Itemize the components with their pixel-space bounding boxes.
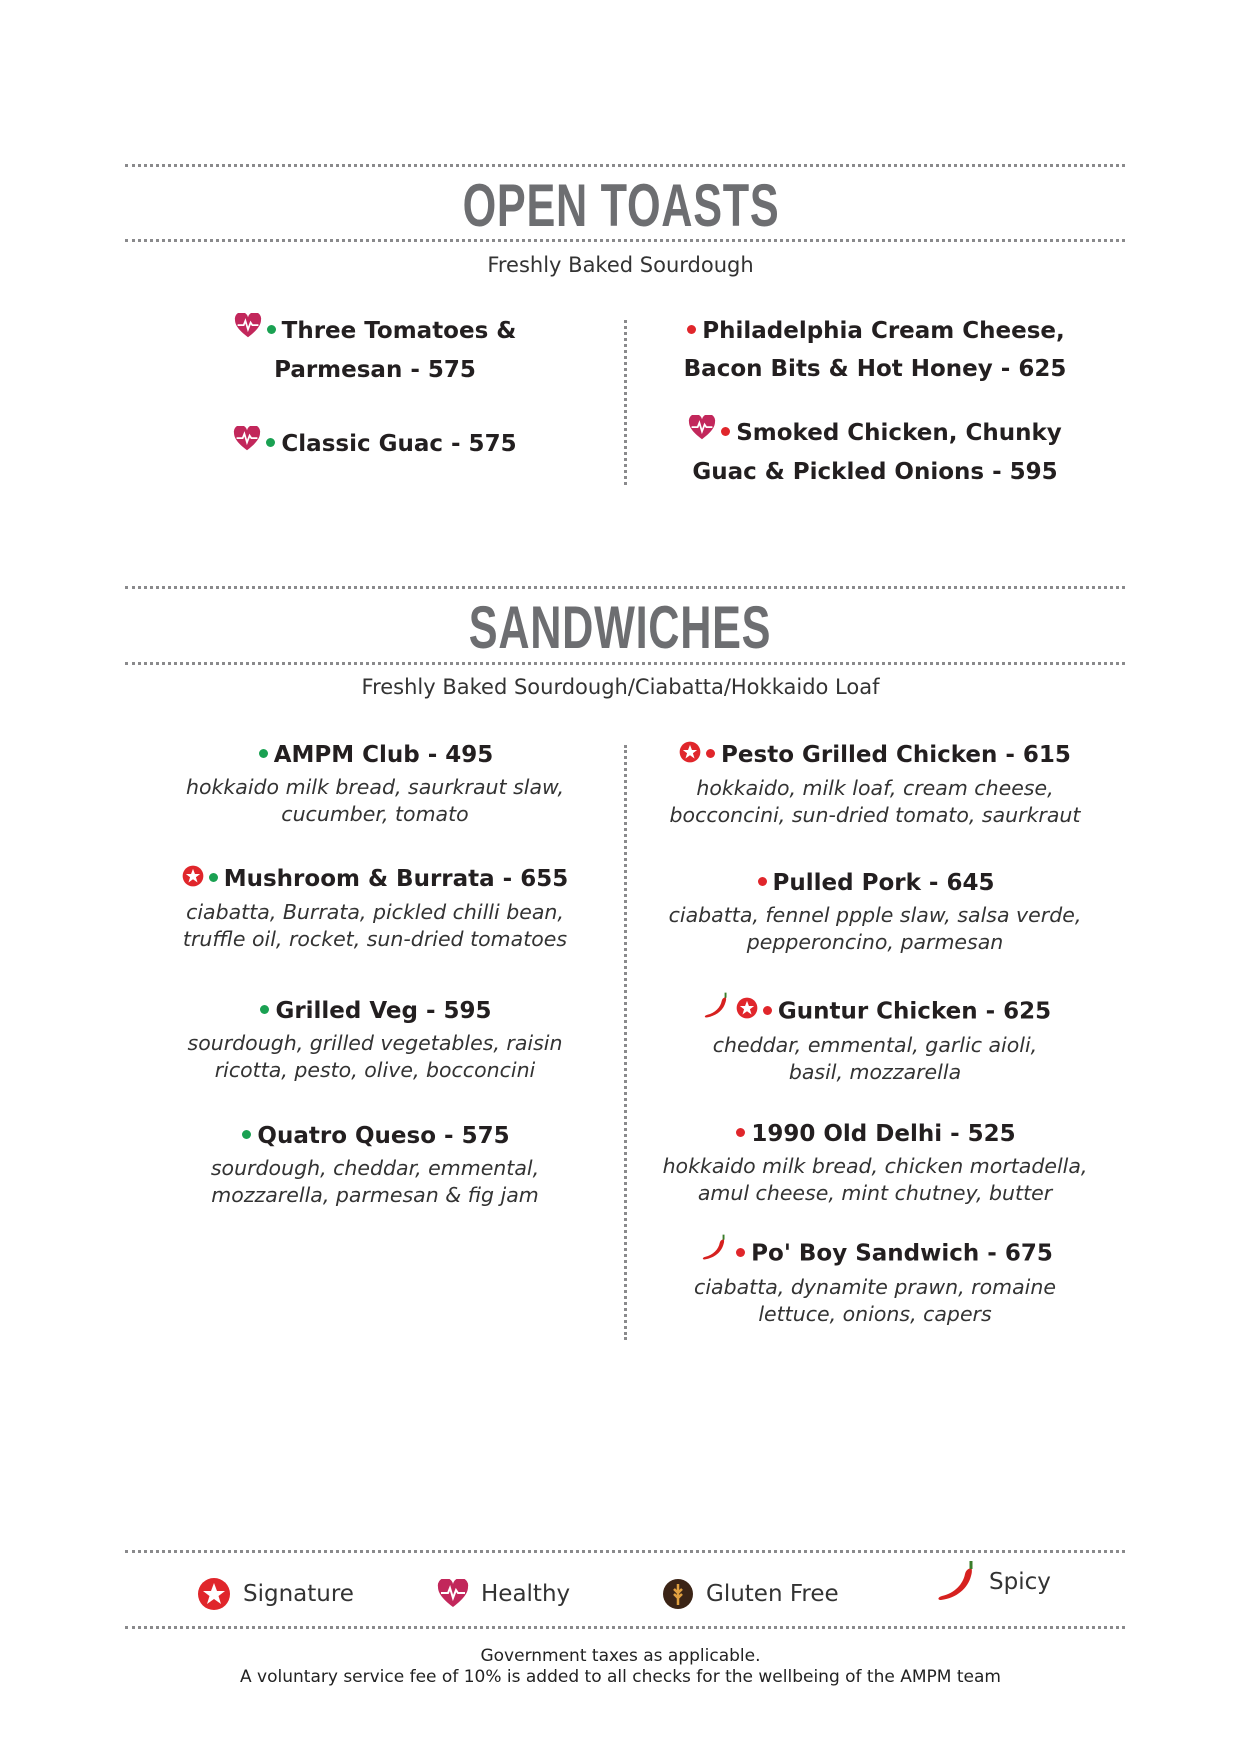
divider: [125, 662, 1125, 665]
item-description: hokkaido milk bread, chicken mortadella,: [662, 1154, 1088, 1178]
legend-spicy: [935, 1560, 1051, 1604]
item-description: hokkaido, milk loaf, cream cheese,: [696, 775, 1054, 800]
item-name: Po' Boy Sandwich - 675: [751, 1240, 1053, 1267]
menu-item: [135, 992, 615, 1084]
item-name: Quatro Queso - 575: [257, 1123, 510, 1149]
item-name: Mushroom & Burrata - 655: [223, 866, 569, 892]
non-veg-dot-icon: [687, 325, 696, 334]
divider: [125, 1626, 1125, 1629]
non-veg-dot-icon: [736, 1248, 745, 1257]
signature-icon: [197, 1577, 231, 1611]
item-description: lettuce, onions, capers: [758, 1302, 992, 1326]
item-description: cheddar, emmental, garlic aioli,: [712, 1033, 1038, 1057]
legend-label: Spicy: [989, 1569, 1051, 1595]
item-description: amul cheese, mint chutney, butter: [697, 1181, 1053, 1205]
legend-label: Signature: [243, 1581, 354, 1607]
column-divider: [624, 745, 627, 1340]
menu-item: [635, 736, 1115, 829]
spicy-icon: [699, 992, 733, 1032]
spicy-icon: [697, 1234, 731, 1274]
divider: [125, 164, 1125, 167]
signature-icon: [679, 737, 701, 775]
menu-item: [135, 860, 615, 953]
footer-taxes-note: Government taxes as applicable.: [480, 1646, 761, 1666]
healthy-icon: [688, 415, 716, 453]
menu-item: [635, 992, 1115, 1086]
item-name: Pesto Grilled Chicken - 615: [721, 742, 1071, 768]
item-description: cucumber, tomato: [281, 802, 469, 826]
non-veg-dot-icon: [736, 1128, 745, 1137]
legend-label: Gluten Free: [706, 1581, 839, 1607]
signature-icon: [736, 993, 758, 1031]
veg-dot-icon: [266, 438, 275, 447]
veg-dot-icon: [209, 873, 218, 882]
item-description: sourdough, grilled vegetables, raisin: [187, 1031, 563, 1055]
non-veg-dot-icon: [758, 877, 767, 886]
menu-item: Three Tomatoes & Parmesan - 575: [135, 312, 615, 389]
item-description: sourdough, cheddar, emmental,: [210, 1156, 540, 1180]
item-description: ciabatta, Burrata, pickled chilli bean,: [186, 899, 564, 924]
item-name: AMPM Club - 495: [273, 742, 494, 768]
gluten-free-icon: [662, 1578, 694, 1610]
healthy-icon: [437, 1579, 469, 1609]
healthy-icon: [234, 313, 262, 351]
legend-healthy: [437, 1572, 570, 1616]
non-veg-dot-icon: [706, 749, 715, 758]
item-name: Guntur Chicken - 625: [777, 998, 1052, 1025]
item-description: truffle oil, rocket, sun-dried tomatoes: [182, 926, 568, 951]
section-title-sandwiches: SANDWICHES: [469, 594, 772, 661]
menu-item: [635, 1115, 1115, 1207]
item-description: mozzarella, parmesan & fig jam: [211, 1183, 539, 1207]
menu-item: [135, 736, 615, 828]
menu-item: [135, 1117, 615, 1209]
healthy-icon: [233, 426, 261, 464]
divider: [125, 1550, 1125, 1553]
signature-icon: [182, 861, 204, 899]
veg-dot-icon: [260, 1005, 269, 1014]
menu-item: Classic Guac - 575: [135, 425, 615, 464]
veg-dot-icon: [242, 1130, 251, 1139]
item-description: ciabatta, dynamite prawn, romaine: [694, 1275, 1056, 1299]
item-description: pepperoncino, parmesan: [746, 930, 1004, 954]
non-veg-dot-icon: [721, 427, 730, 436]
column-divider: [624, 320, 627, 485]
spicy-icon: [935, 1560, 977, 1604]
legend-label: Healthy: [481, 1581, 571, 1607]
item-description: ciabatta, fennel ppple slaw, salsa verde,: [668, 903, 1082, 927]
menu-item: Smoked Chicken, Chunky Guac & Pickled Onions - 595: [635, 414, 1115, 491]
veg-dot-icon: [267, 325, 276, 334]
item-name: Grilled Veg - 595: [275, 998, 492, 1024]
section-title-open-toasts: OPEN TOASTS: [462, 172, 779, 239]
section-subtitle: Freshly Baked Sourdough: [487, 253, 754, 277]
menu-item: [635, 864, 1115, 956]
menu-item: Philadelphia Cream Cheese, Bacon Bits & Hot Honey - 625: [683, 318, 1067, 382]
item-description: ricotta, pesto, olive, bocconcini: [214, 1058, 536, 1082]
non-veg-dot-icon: [763, 1006, 772, 1015]
menu-item: [635, 1234, 1115, 1328]
item-description: bocconcini, sun-dried tomato, saurkraut: [669, 802, 1081, 827]
divider: [125, 586, 1125, 589]
divider: [125, 239, 1125, 242]
item-name: Pulled Pork - 645: [772, 870, 995, 896]
legend-gluten-free: [662, 1572, 839, 1616]
item-name: 1990 Old Delhi - 525: [751, 1121, 1016, 1147]
veg-dot-icon: [259, 749, 268, 758]
item-description: hokkaido milk bread, saurkraut slaw,: [186, 775, 564, 799]
section-subtitle: Freshly Baked Sourdough/Ciabatta/Hokkaido Loaf: [361, 675, 880, 699]
item-description: basil, mozzarella: [788, 1060, 962, 1084]
legend-signature: [197, 1572, 354, 1616]
footer-service-fee-note: A voluntary service fee of 10% is added to all checks for the wellbeing of the AMPM team: [240, 1667, 1001, 1687]
